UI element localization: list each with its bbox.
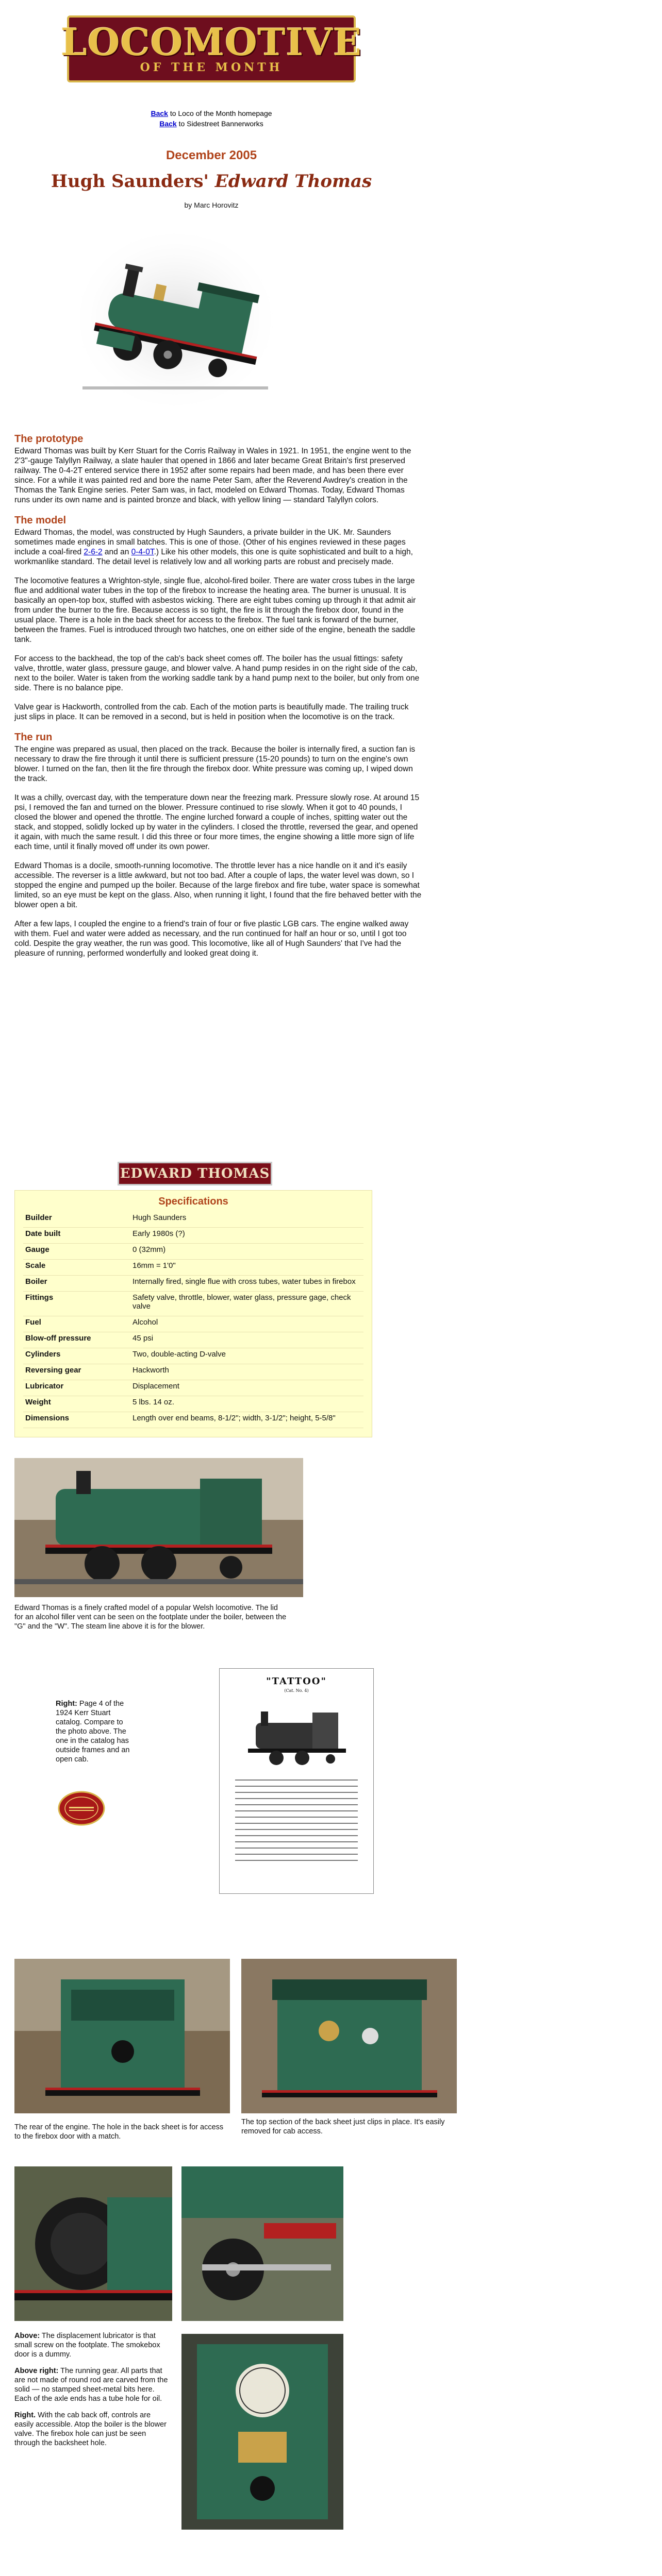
- specs-table: [23, 1212, 363, 1428]
- hero-locomotive-photo: [77, 216, 273, 412]
- spec-value: Early 1980s (?): [130, 1228, 363, 1244]
- spec-row: [23, 1292, 363, 1316]
- spec-row: [23, 1228, 363, 1244]
- spec-value: Safety valve, throttle, blower, water glass, pressure gage, check valve: [130, 1292, 363, 1316]
- spec-row: [23, 1364, 363, 1380]
- spec-label: Scale: [23, 1260, 130, 1276]
- spec-row: [23, 1380, 363, 1396]
- caption-rear: The rear of the engine. The hole in the back sheet is for access to the firebox door with a match.: [14, 2123, 224, 2141]
- spec-row: [23, 1348, 363, 1364]
- spec-row: [23, 1396, 363, 1412]
- nameplate: EDWARD THOMAS: [118, 1162, 272, 1185]
- paragraph: After a few laps, I coupled the engine to a friend's train of four or five plastic LGB cars. The engine walked away with them. Fuel and water were added as necessary, and the run continued for half an hour or so, until I got too cold. Despite the gray weather, the run was good. This locomotive, like all of Hugh Saunders' that I've had the pleasure of running, performed wonderfully and looked great doing it.: [14, 920, 409, 958]
- kerr-stuart-catalog-page: [219, 1668, 374, 1894]
- specs-heading: Specifications: [158, 1196, 228, 1207]
- spec-value: Hackworth: [130, 1364, 363, 1380]
- spec-label: Builder: [23, 1212, 130, 1228]
- spec-value: Displacement: [130, 1380, 363, 1396]
- paragraph: It was a chilly, overcast day, with the temperature down near the freezing mark. Pressure slowly rose. At around 15 psi, I removed the fan and turned on the blower. Pressure continued to rise slowly. When it got to 40 pounds, I closed the blower and opened the throttle. The engine lurched forward a couple of inches, spitting water out the stack, and stopped, solidly locked up by water in the cylinders. I closed the throttle, reversed the gear, and opened it again, with much the same result. I did this three or four more times, the engine showing a little more sign of life each time, until it finally moved off under its own power.: [14, 793, 420, 851]
- section-heading-model: The model: [14, 515, 67, 526]
- spec-label: Blow-off pressure: [23, 1332, 130, 1348]
- back-to-sidestreet-link[interactable]: Back to Sidestreet Bannerworks: [159, 120, 263, 128]
- spec-label: Lubricator: [23, 1380, 130, 1396]
- backhead-controls-photo: [181, 2334, 343, 2530]
- spec-value: 45 psi: [130, 1332, 363, 1348]
- back-sheet-photo: [241, 1959, 457, 2113]
- issue-date: December 2005: [166, 148, 257, 162]
- lubricator-photo: [14, 2166, 172, 2321]
- rear-photo: [14, 1959, 230, 2113]
- catalog-subtitle: (Cat. No. 4): [284, 1688, 309, 1693]
- spec-row: [23, 1244, 363, 1260]
- caption-lubricator: Above: The displacement lubricator is that small screw on the footplate. The smokebox door is a dummy. Above right: The running gear. All parts that are not made of round rod are carved from the solid — no stamped sheet-metal bits here. Each of the axle ends has a tube hole for oil. Right. With the cab back off, controls are easily accessible. Atop the boiler is the blower valve. The firebox hole can just be seen through the backsheet hole.: [14, 2332, 168, 2447]
- paragraph: Valve gear is Hackworth, controlled from the cab. Each of the motion parts is beautifully made. The trailing truck just slips in place. It can be removed in a second, but is held in position when the locomotive is on the track.: [14, 703, 409, 721]
- spec-value: Length over end beams, 8-1/2"; width, 3-1/2"; height, 5-5/8": [130, 1412, 363, 1428]
- nav-links: [0, 108, 423, 129]
- spec-label: Cylinders: [23, 1348, 130, 1364]
- banner-title: LOCOMOTIVE: [61, 20, 362, 64]
- spec-label: Reversing gear: [23, 1364, 130, 1380]
- works-plate-badge: [58, 1790, 105, 1826]
- spec-label: Boiler: [23, 1276, 130, 1292]
- paragraph: The locomotive features a Wrighton-style, single flue, alcohol-fired boiler. There are water cross tubes in the large flue and additional water tubes in the top of the firebox to increase the heating area. The burner is unusual. It is basically an open-top box, stuffed with asbestos wicking. There are eight tubes coming up through it that admit air from under the burner to the fire. Because access is so tight, the fire is lit through the firebox door, found in the usual place. There is a hole in the back sheet for access to the firebox. The fuel tank is forward of the burner, between the frames. Fuel is introduced through two hatches, one on either side of the engine, beneath the saddle tank.: [14, 577, 416, 644]
- spec-row: [23, 1412, 363, 1428]
- byline: by Marc Horovitz: [184, 201, 239, 209]
- spec-value: 5 lbs. 14 oz.: [130, 1396, 363, 1412]
- spec-value: Alcohol: [130, 1316, 363, 1332]
- spec-label: Gauge: [23, 1244, 130, 1260]
- paragraph: Edward Thomas, the model, was constructed by Hugh Saunders, a private builder in the UK. Mr. Saunders sometimes made engines in small batches. This is one of those. (Other of his engines reviewed in these pages include a coal-fired 2-6-2 and an 0-4-0T.) Like his other models, this one is quite sophisticated and built to a high, workmanlike standard. The detail level is relatively low and all working parts are robust and precisely made.: [14, 528, 413, 566]
- spec-row: [23, 1260, 363, 1276]
- spec-value: Two, double-acting D-valve: [130, 1348, 363, 1364]
- spec-row: [23, 1332, 363, 1348]
- spec-label: Weight: [23, 1396, 130, 1412]
- paragraph: For access to the backhead, the top of the cab's back sheet comes off. The boiler has the usual fittings: safety valve, throttle, water glass, pressure gauge, and blower valve. A hand pump resides in on the right side of the cab, next to the boiler. Water is taken from the working saddle tank by a hand pump next to the boiler, but only from one side. There is no balance pipe.: [14, 654, 420, 692]
- banner-subtitle: OF THE MONTH: [140, 61, 283, 74]
- spec-value: Internally fired, single flue with cross tubes, water tubes in firebox: [130, 1276, 363, 1292]
- spec-label: Dimensions: [23, 1412, 130, 1428]
- caption-side-photo: Edward Thomas is a finely crafted model of a popular Welsh locomotive. The lid for an alcohol filler vent can be seen on the footplate under the boiler, between the "G" and the "W". The steam line above it is for the blower.: [14, 1604, 287, 1631]
- spec-row: [23, 1212, 363, 1228]
- back-to-loco-homepage-link[interactable]: Back to Loco of the Month homepage: [151, 109, 272, 117]
- paragraph: The engine was prepared as usual, then placed on the track. Because the boiler is internally fired, a suction fan is necessary to draw the fire through it until there is sufficient pressure (15-20 pounds) to turn on the engine's own blower. I turned on the fan, then lit the fire through the firebox door. White pressure was coming up, I wiped down the track.: [14, 745, 416, 783]
- spec-row: [23, 1316, 363, 1332]
- spec-label: Fuel: [23, 1316, 130, 1332]
- site-logo-banner[interactable]: [61, 15, 362, 82]
- article-text: [14, 433, 422, 968]
- article-title: Hugh Saunders' Edward Thomas: [51, 171, 372, 192]
- loco-review-link[interactable]: 2-6-2: [84, 548, 103, 556]
- section-heading-prototype: The prototype: [14, 433, 84, 445]
- spec-label: Date built: [23, 1228, 130, 1244]
- caption-back-sheet: The top section of the back sheet just clips in place. It's easily removed for cab access.: [241, 2118, 445, 2136]
- spec-value: 16mm = 1'0": [130, 1260, 363, 1276]
- specifications-box: [14, 1190, 372, 1437]
- paragraph: Edward Thomas is a docile, smooth-running locomotive. The throttle lever has a nice handle on it and it's easily accessible. The reverser is a little awkward, but not too bad. After a couple of laps, the water level was down, so I stopped the engine and pumped up the boiler. Because of the large firebox and fire tube, water space is somewhat limited, so an eye must be kept on the glass. Also, when running it light, I found that the fire behaved better with the blower open a bit.: [14, 861, 422, 909]
- section-heading-run: The run: [14, 732, 53, 743]
- paragraph: Edward Thomas was built by Kerr Stuart for the Corris Railway in Wales in 1921. In 1951, the engine went to the 2'3"-gauge Talyllyn Railway, a slate hauler that opened in 1866 and later became Great Britain's first preserved railway. The 0-4-2T entered service there in 1952 after some repairs had been made, and has been there ever since. For a while it was painted red and bore the name Peter Sam, after the Reverend Awdrey's creation in the Thomas the Tank Engine series. Peter Sam was, in fact, modeled on Edward Thomas. Today, Edward Thomas runs under its own name and is painted bronze and black, with yellow lining — standard Talyllyn colors.: [14, 447, 411, 504]
- caption-catalog: Right: Page 4 of the 1924 Kerr Stuart catalog. Compare to the photo above. The one in the catalog has outside frames and an open cab.: [56, 1700, 130, 1764]
- spec-row: [23, 1276, 363, 1292]
- loco-side-photo: [14, 1458, 303, 1597]
- spec-value: Hugh Saunders: [130, 1212, 363, 1228]
- loco-review-link[interactable]: 0-4-0T: [131, 548, 154, 556]
- spec-label: Fittings: [23, 1292, 130, 1316]
- running-gear-photo: [181, 2166, 343, 2321]
- catalog-title: "TATTOO": [266, 1676, 327, 1687]
- spec-value: 0 (32mm): [130, 1244, 363, 1260]
